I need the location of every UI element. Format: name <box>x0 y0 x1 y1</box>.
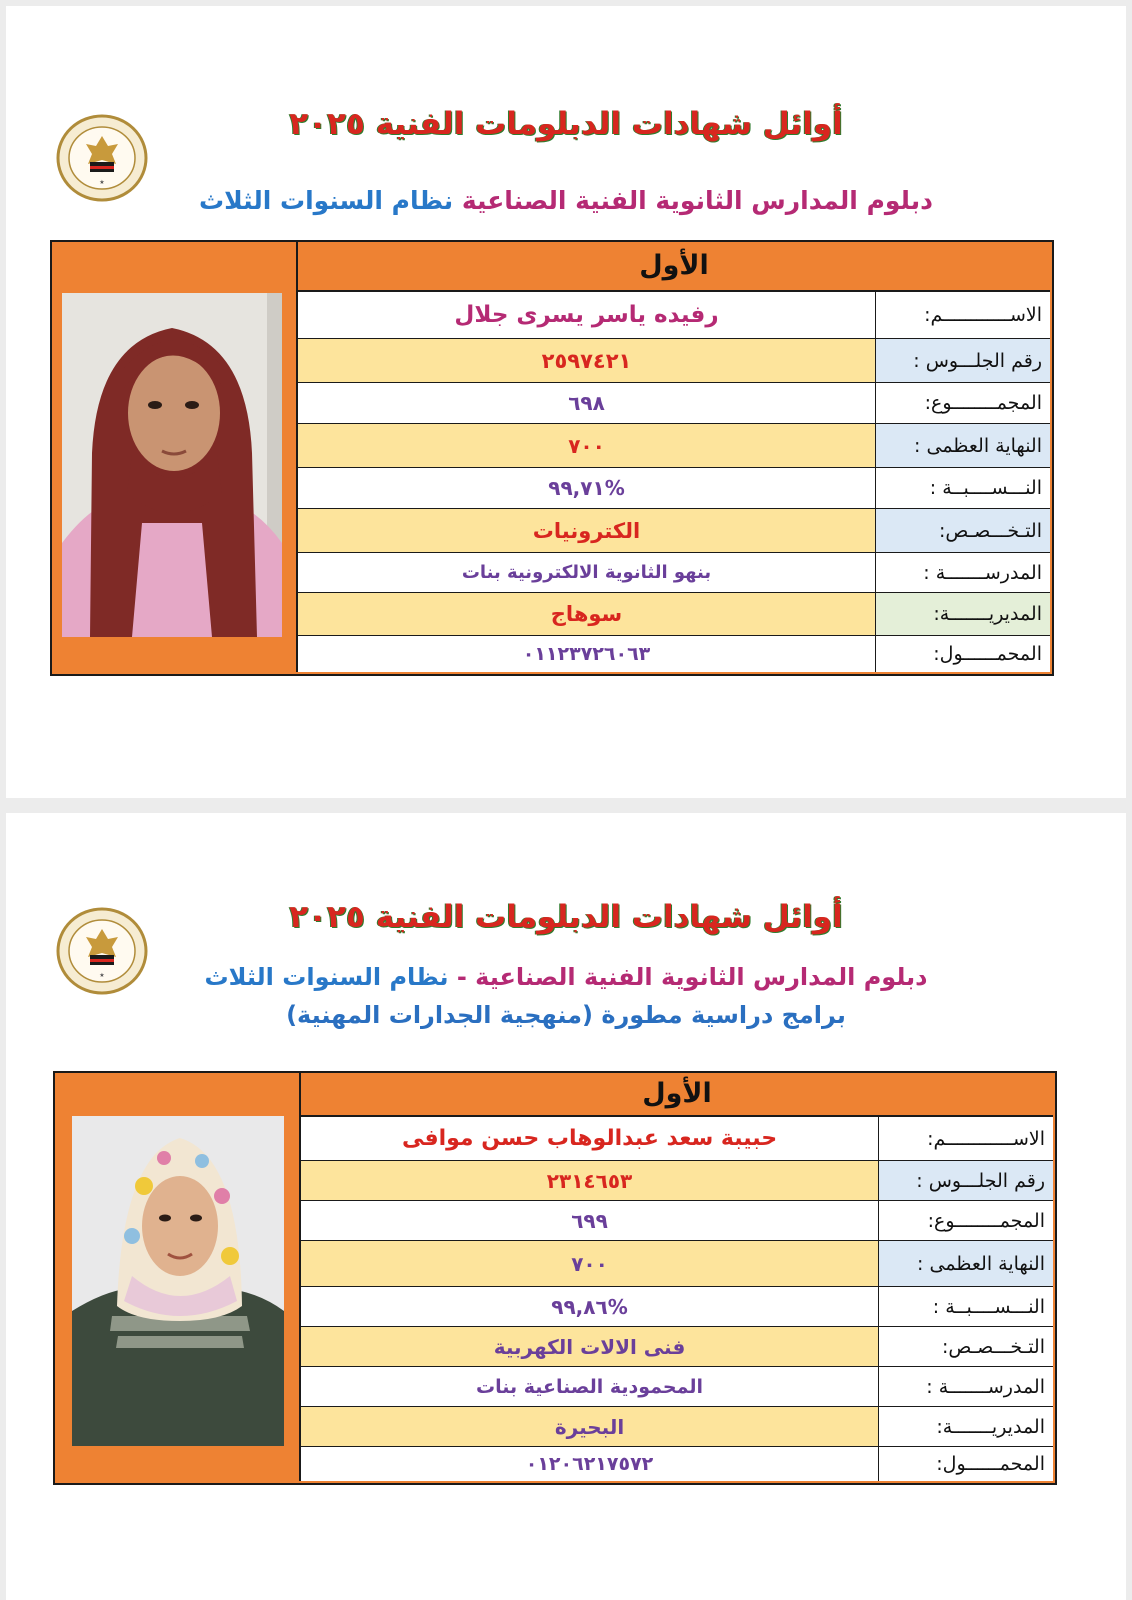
rank-header <box>299 1073 1053 1117</box>
label-name: الاســــــــــــم: <box>876 292 1050 338</box>
label-school: المدرســـــــة : <box>876 553 1050 592</box>
value-name: رفيده ياسر يسرى جلال <box>296 292 876 338</box>
row-percentage <box>299 1287 1053 1327</box>
row-mobile <box>296 636 1050 672</box>
svg-text:★: ★ <box>99 179 105 186</box>
label-directorate: المديريـــــــة: <box>876 593 1050 635</box>
row-total <box>296 383 1050 424</box>
label-total: المجمــــــــوع: <box>876 383 1050 423</box>
value-total: ٦٩٩ <box>299 1201 879 1240</box>
subtitle-program: دبلوم المدارس الثانوية الفنية الصناعية - <box>456 963 928 991</box>
label-name: الاســــــــــــم: <box>879 1117 1053 1160</box>
value-max-score: ٧٠٠ <box>299 1241 879 1286</box>
row-seat-number <box>296 339 1050 383</box>
label-seat-number: رقم الجلـــوس : <box>876 339 1050 382</box>
row-total <box>299 1201 1053 1241</box>
student-photo <box>72 1116 284 1446</box>
row-school <box>299 1367 1053 1407</box>
subtitle-system: نظام السنوات الثلاث <box>199 186 454 215</box>
value-mobile: ٠١٢٠٦٢١٧٥٧٢ <box>299 1447 879 1481</box>
row-specialization <box>296 509 1050 553</box>
row-mobile <box>299 1447 1053 1481</box>
label-school: المدرســـــــة : <box>879 1367 1053 1406</box>
value-max-score: ٧٠٠ <box>296 424 876 467</box>
certificate-subtitle <box>106 963 1026 991</box>
label-mobile: المحمــــــول: <box>876 636 1050 672</box>
row-specialization <box>299 1327 1053 1367</box>
certificate-subtitle-line2: برامج دراسية مطورة (منهجية الجدارات المهنية) <box>286 1001 846 1029</box>
value-mobile: ٠١١٢٣٧٢٦٠٦٣ <box>296 636 876 672</box>
value-school: المحمودية الصناعية بنات <box>299 1367 879 1406</box>
rank-header <box>296 242 1050 292</box>
value-name: حبيبة سعد عبدالوهاب حسن موافى <box>299 1117 879 1160</box>
value-specialization: الكترونيات <box>296 509 876 552</box>
row-directorate <box>299 1407 1053 1447</box>
label-specialization: التـخـــصـص: <box>879 1327 1053 1366</box>
certificate-subtitle <box>106 186 1026 215</box>
svg-text:★: ★ <box>99 972 105 979</box>
subtitle-program: دبلوم المدارس الثانوية الفنية الصناعية <box>461 186 933 215</box>
label-seat-number: رقم الجلـــوس : <box>879 1161 1053 1200</box>
certificate-page-1 <box>6 6 1126 798</box>
row-name <box>299 1117 1053 1161</box>
value-specialization: فنى الالات الكهربية <box>299 1327 879 1366</box>
row-seat-number <box>299 1161 1053 1201</box>
label-max-score: النهاية العظمى : <box>879 1241 1053 1286</box>
rank-label: الأول <box>642 1078 712 1109</box>
value-school: بنهو الثانوية الالكترونية بنات <box>296 553 876 592</box>
value-percentage: %٩٩,٨٦ <box>299 1287 879 1326</box>
label-specialization: التـخـــصـص: <box>876 509 1050 552</box>
row-name <box>296 292 1050 339</box>
label-total: المجمــــــــوع: <box>879 1201 1053 1240</box>
row-max-score <box>296 424 1050 468</box>
subtitle-system: نظام السنوات الثلاث <box>204 963 449 991</box>
student-photo <box>62 293 282 637</box>
label-percentage: النـــســــبــة : <box>879 1287 1053 1326</box>
value-directorate: سوهاج <box>296 593 876 635</box>
value-seat-number: ٢٣١٤٦٥٣ <box>299 1161 879 1200</box>
student-card <box>53 1071 1057 1485</box>
label-mobile: المحمــــــول: <box>879 1447 1053 1481</box>
label-max-score: النهاية العظمى : <box>876 424 1050 467</box>
student-card <box>50 240 1054 676</box>
value-total: ٦٩٨ <box>296 383 876 423</box>
certificate-page-2 <box>6 813 1126 1600</box>
row-directorate <box>296 593 1050 636</box>
certificate-title: أوائل شهادات الدبلومات الفنية ٢٠٢٥ <box>289 106 843 142</box>
certificate-title: أوائل شهادات الدبلومات الفنية ٢٠٢٥ <box>289 899 843 935</box>
value-directorate: البحيرة <box>299 1407 879 1446</box>
value-seat-number: ٢٥٩٧٤٢١ <box>296 339 876 382</box>
row-max-score <box>299 1241 1053 1287</box>
label-directorate: المديريـــــــة: <box>879 1407 1053 1446</box>
row-percentage <box>296 468 1050 509</box>
value-percentage: %٩٩,٧١ <box>296 468 876 508</box>
rank-label: الأول <box>639 250 709 281</box>
label-percentage: النـــســــبــة : <box>876 468 1050 508</box>
row-school <box>296 553 1050 593</box>
